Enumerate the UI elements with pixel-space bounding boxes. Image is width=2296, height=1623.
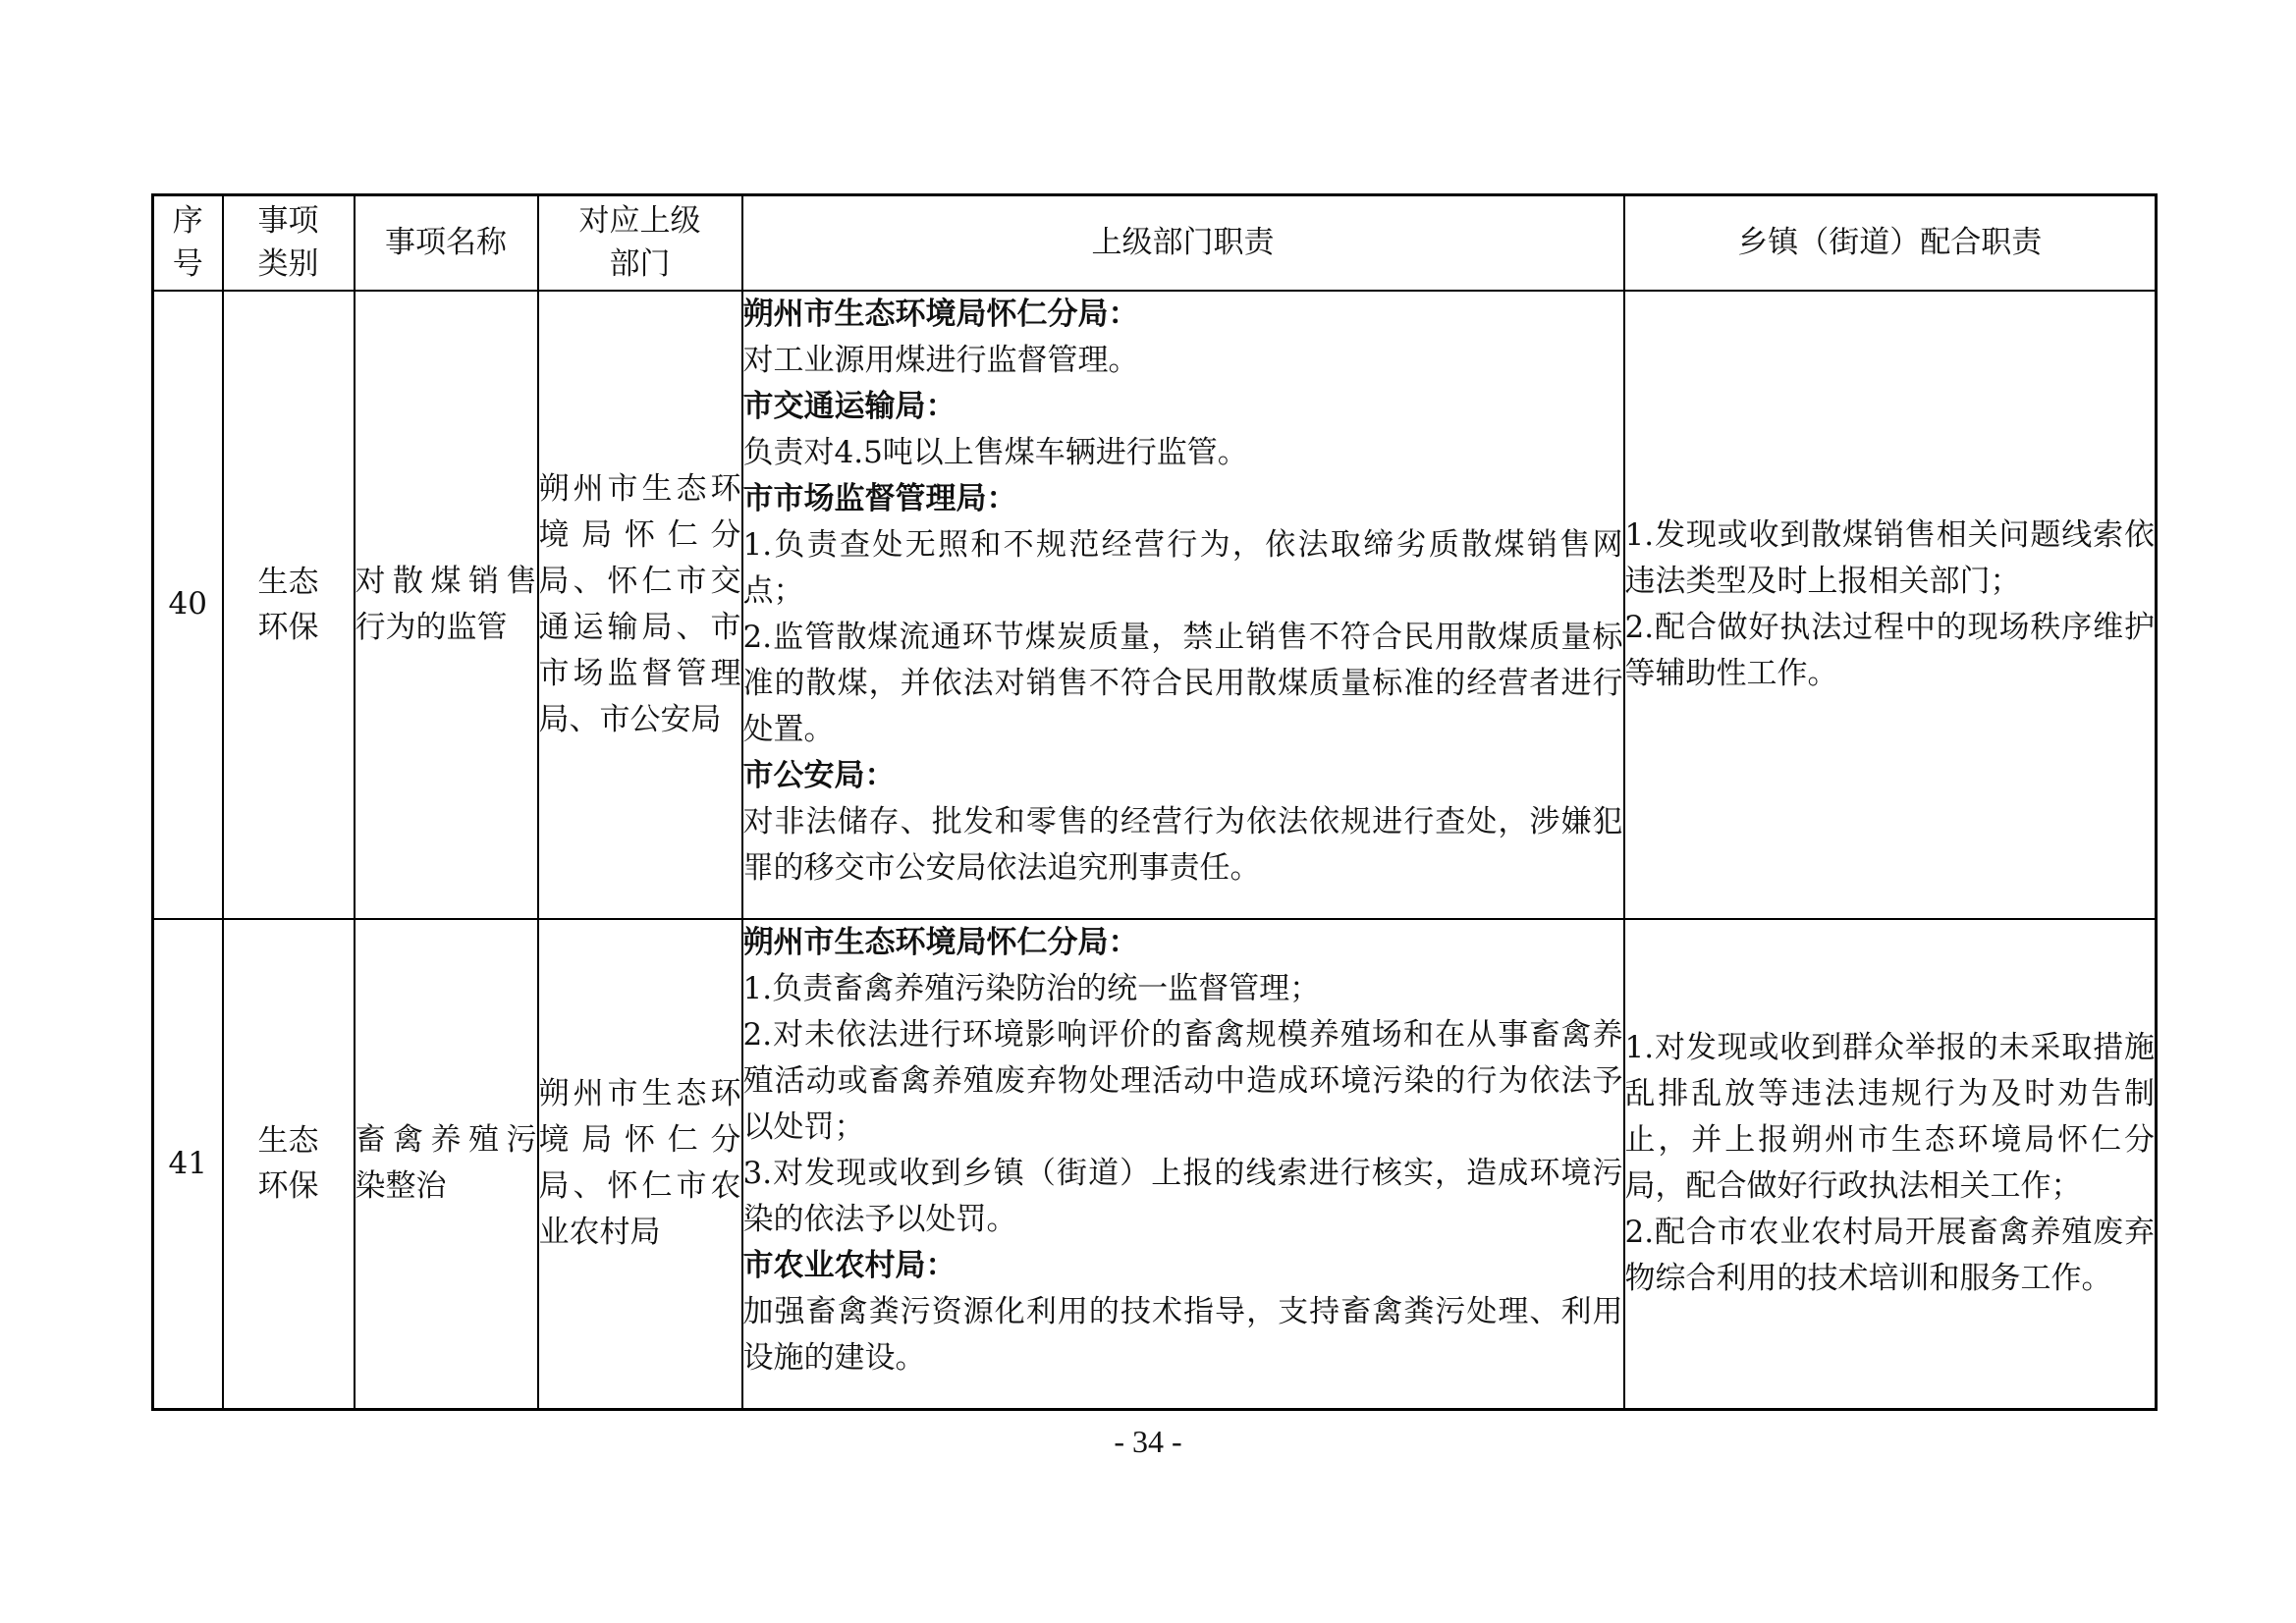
duty-org: 市市场监督管理局： (742, 480, 1017, 516)
duty-org: 朔州市生态环境局怀仁分局： (742, 296, 1139, 332)
duty-text: 加强畜禽粪污资源化利用的技术指导，支持畜禽粪污处理、利用设施的建设。 (742, 1293, 1623, 1376)
header-category: 事项 类别 (223, 195, 355, 291)
row-town-duties (1624, 291, 2157, 919)
duty-org: 市交通运输局： (742, 388, 957, 424)
table-row (153, 919, 2157, 1410)
row-item-name: 畜禽养殖污染整治 (355, 919, 538, 1410)
row-number: 41 (153, 919, 223, 1410)
duty-text: 3.对发现或收到乡镇（街道）上报的线索进行核实，造成环境污染的依法予以处罚。 (742, 1155, 1623, 1237)
header-row (153, 195, 2157, 291)
row-town-duties (1624, 919, 2157, 1410)
duty-text: 1.负责畜禽养殖污染防治的统一监督管理； (742, 970, 1321, 1006)
page-number: - 34 - (1114, 1424, 1182, 1459)
header-town: 乡镇（街道）配合职责 (1624, 195, 2157, 291)
row-category: 生态 环保 (223, 291, 355, 919)
town-duty-text: 2.配合做好执法过程中的现场秩序维护等辅助性工作。 (1624, 609, 2155, 691)
duty-text: 2.监管散煤流通环节煤炭质量，禁止销售不符合民用散煤质量标准的散煤，并依法对销售不符合民用散煤质量标准的经营者进行处置。 (742, 619, 1623, 747)
row-category: 生态 环保 (223, 919, 355, 1410)
table-row (153, 291, 2157, 919)
header-name: 事项名称 (355, 195, 538, 291)
duty-org: 朔州市生态环境局怀仁分局： (742, 924, 1139, 960)
duty-org: 市农业农村局： (742, 1247, 957, 1283)
duty-text: 对工业源用煤进行监督管理。 (742, 342, 1139, 378)
duty-text: 1.负责查处无照和不规范经营行为，依法取缔劣质散煤销售网点； (742, 526, 1623, 609)
town-duty-text: 1.发现或收到散煤销售相关问题线索依违法类型及时上报相关部门； (1624, 516, 2155, 599)
row-department: 朔州市生态环境局怀仁分局、怀仁市农业农村局 (538, 919, 742, 1410)
header-no: 序 号 (153, 195, 223, 291)
town-duty-text: 2.配合市农业农村局开展畜禽养殖废弃物综合利用的技术培训和服务工作。 (1624, 1215, 2155, 1297)
row-duties (742, 291, 1624, 919)
header-duty: 上级部门职责 (742, 195, 1624, 291)
duty-text: 2.对未依法进行环境影响评价的畜禽规模养殖场和在从事畜禽养殖活动或畜禽养殖废弃物处理活动中造成环境污染的行为依法予以处罚； (742, 1016, 1623, 1145)
row-duties (742, 919, 1624, 1410)
duty-text: 负责对4.5吨以上售煤车辆进行监管。 (742, 434, 1248, 470)
town-duty-text: 1.对发现或收到群众举报的未采取措施乱排乱放等违法违规行为及时劝告制止，并上报朔州市生态环境局怀仁分局，配合做好行政执法相关工作； (1624, 1030, 2155, 1205)
row-item-name: 对散煤销售行为的监管 (355, 291, 538, 919)
duty-org: 市公安局： (742, 757, 896, 793)
duty-text: 对非法储存、批发和零售的经营行为依法依规进行查处，涉嫌犯罪的移交市公安局依法追究刑事责任。 (742, 803, 1623, 886)
responsibility-table (151, 193, 2158, 1411)
header-dept: 对应上级 部门 (538, 195, 742, 291)
row-number: 40 (153, 291, 223, 919)
row-department: 朔州市生态环境局怀仁分局、怀仁市交通运输局、市市场监督管理局、市公安局 (538, 291, 742, 919)
